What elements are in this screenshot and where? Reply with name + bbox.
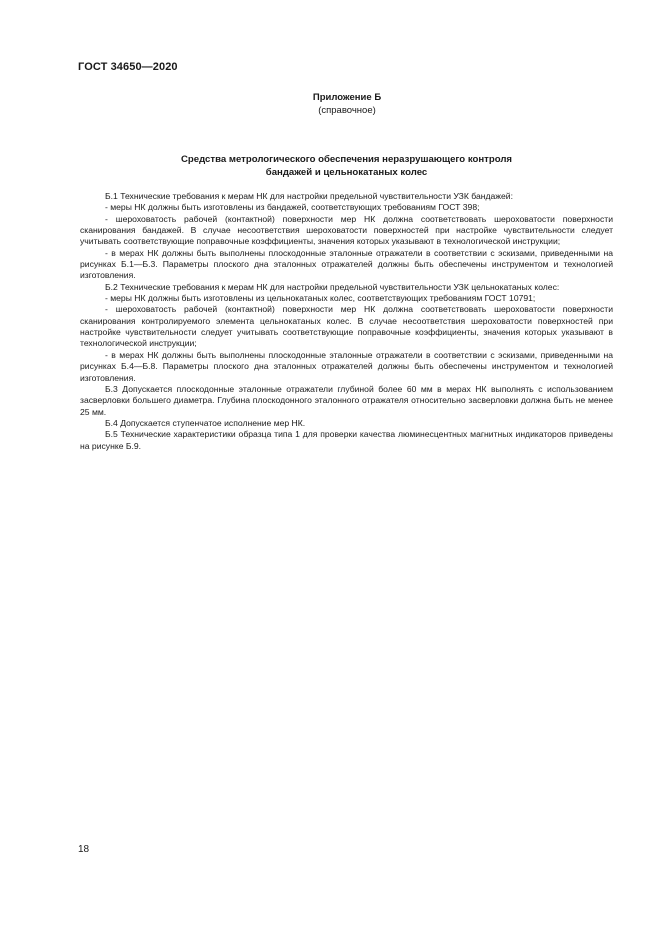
appendix-title: Приложение Б: [312, 92, 382, 103]
paragraph-b5: Б.5 Технические характеристики образца типа 1 для проверки качества люминесцентных магнитных индикаторов приведены на рисунке Б.9.: [80, 429, 613, 451]
paragraph-b1-item-3: - в мерах НК должны быть выполнены плоскодонные эталонные отражатели в соответствии с эскизами, приведенными на рисунках Б.1—Б.3. Параметры плоского дна эталонных отражателей должны быть обеспечены инструментом и технологией изготовления.: [80, 247, 613, 281]
paragraph-b2-item-3: - в мерах НК должны быть выполнены плоскодонные эталонные отражатели в соответствии с эскизами, приведенными на рисунках Б.4—Б.8. Параметры плоского дна эталонных отражателей должны быть обеспечены инструментом и технологией изготовления.: [80, 349, 613, 383]
paragraph-b3: Б.3 Допускается плоскодонные эталонные отражатели глубиной более 60 мм в мерах НК выполнять с использованием засверловки большего диаметра. Глубина плоскодонного эталонного отражателя относительно засверловки должна быть не менее 25 мм.: [80, 383, 613, 417]
section-title-line-1: Средства метрологического обеспечения неразрушающего контроля: [180, 154, 513, 165]
paragraph-b4: Б.4 Допускается ступенчатое исполнение мер НК.: [105, 417, 306, 428]
section-title-line-2: бандажей и цельнокатаных колес: [265, 166, 428, 178]
paragraph-b1-intro: Б.1 Технические требования к мерам НК для настройки предельной чувствительности УЗК бандажей:: [105, 191, 514, 201]
document-body: [80, 191, 613, 452]
appendix-heading: [0, 91, 661, 117]
paragraph-b1-item-2: - шероховатость рабочей (контактной) поверхности мер НК должна соответствовать шероховатости поверхности сканирования бандажей. В случае несоответствия шероховатости поверхностей при настройке чувствительности следует учитывать соответствующие поправочные коэффициенты, значения которых указывают в технологической инструкции;: [80, 213, 613, 247]
section-title: [80, 154, 613, 179]
document-code-header: ГОСТ 34650—2020: [78, 61, 178, 73]
paragraph-b2-intro: Б.2 Технические требования к мерам НК для настройки предельной чувствительности УЗК цельнокатаных колес:: [105, 281, 560, 292]
paragraph-b2-item-2: - шероховатость рабочей (контактной) поверхности мер НК должна соответствовать шероховатости поверхности сканирования контролируемого элемента цельнокатаных колес. В случае несоответствия шероховатости поверхностей при настройке чувствительности следует учитывать соответствующие поправочные коэффициенты, значения которых указывают в технологической инструкции;: [80, 304, 613, 349]
paragraph-b1-item-1: - меры НК должны быть изготовлены из бандажей, соответствующих требованиям ГОСТ 398;: [105, 202, 480, 213]
paragraph-b2-item-1: - меры НК должны быть изготовлены из цельнокатаных колес, соответствующих требованиям ГОСТ 10791;: [105, 293, 536, 304]
appendix-subtitle: (справочное): [318, 105, 376, 116]
page-number: 18: [78, 844, 90, 855]
